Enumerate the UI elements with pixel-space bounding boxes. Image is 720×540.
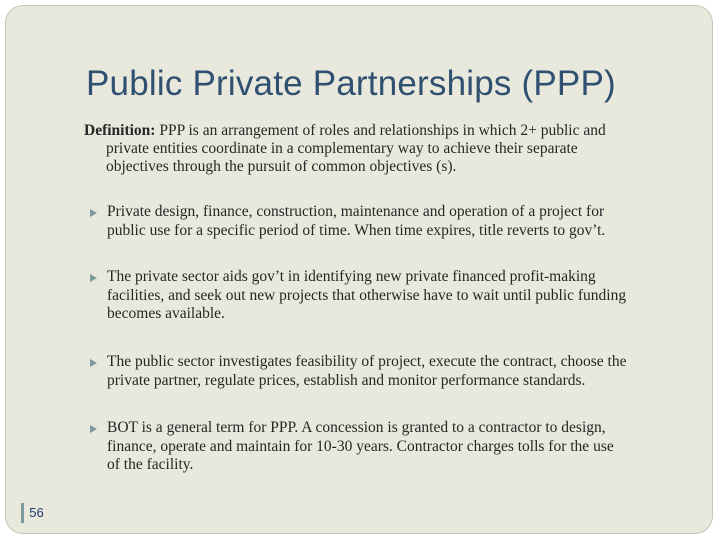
slide-title: Public Private Partnerships (PPP) xyxy=(86,64,616,103)
slide xyxy=(5,5,713,534)
slide-number: 56 xyxy=(21,503,49,523)
bullet-text xyxy=(90,353,690,390)
bullet-line: The private sector aids gov’t in identifying new private financed profit-making xyxy=(107,268,596,285)
definition-paragraph xyxy=(84,122,684,176)
definition-label: Definition: xyxy=(84,122,156,139)
bullet-line: BOT is a general term for PPP. A concession is granted to a contractor to design, xyxy=(107,419,606,436)
bullet-item-2 xyxy=(90,268,690,324)
bullet-item-1 xyxy=(90,203,690,240)
bullet-marker-icon xyxy=(90,274,97,282)
definition-line-2: private entities coordinate in a complementary way to achieve their separate xyxy=(106,140,578,157)
bullet-line: facilities, and seek out new projects that otherwise have to wait until public funding xyxy=(107,286,627,304)
bullet-text xyxy=(90,268,690,324)
bullet-text xyxy=(90,419,690,475)
bullet-item-4 xyxy=(90,419,690,475)
bullet-marker-icon xyxy=(90,209,97,217)
definition-line-1 xyxy=(84,122,684,140)
bullet-marker-icon xyxy=(90,425,97,433)
bullet-line: of the facility. xyxy=(107,456,194,473)
bullet-text xyxy=(90,203,690,240)
bullet-line: becomes available. xyxy=(107,305,225,322)
bullet-line: Private design, finance, construction, maintenance and operation of a project for xyxy=(107,203,605,220)
bullet-marker-icon xyxy=(90,359,97,367)
bullet-line: The public sector investigates feasibility of project, execute the contract, choose the xyxy=(107,353,627,370)
bullet-line: private partner, regulate prices, establish and monitor performance standards. xyxy=(107,371,586,389)
bullet-line: finance, operate and maintain for 10-30 years. Contractor charges tolls for the use xyxy=(107,437,614,455)
bullet-item-3 xyxy=(90,353,690,390)
bullet-line: public use for a specific period of time. When time expires, title reverts to gov’t. xyxy=(107,221,606,239)
definition-line-3: objectives through the pursuit of common objectives (s). xyxy=(106,158,457,175)
definition-text-1: PPP is an arrangement of roles and relationships in which 2+ public and xyxy=(155,122,606,139)
